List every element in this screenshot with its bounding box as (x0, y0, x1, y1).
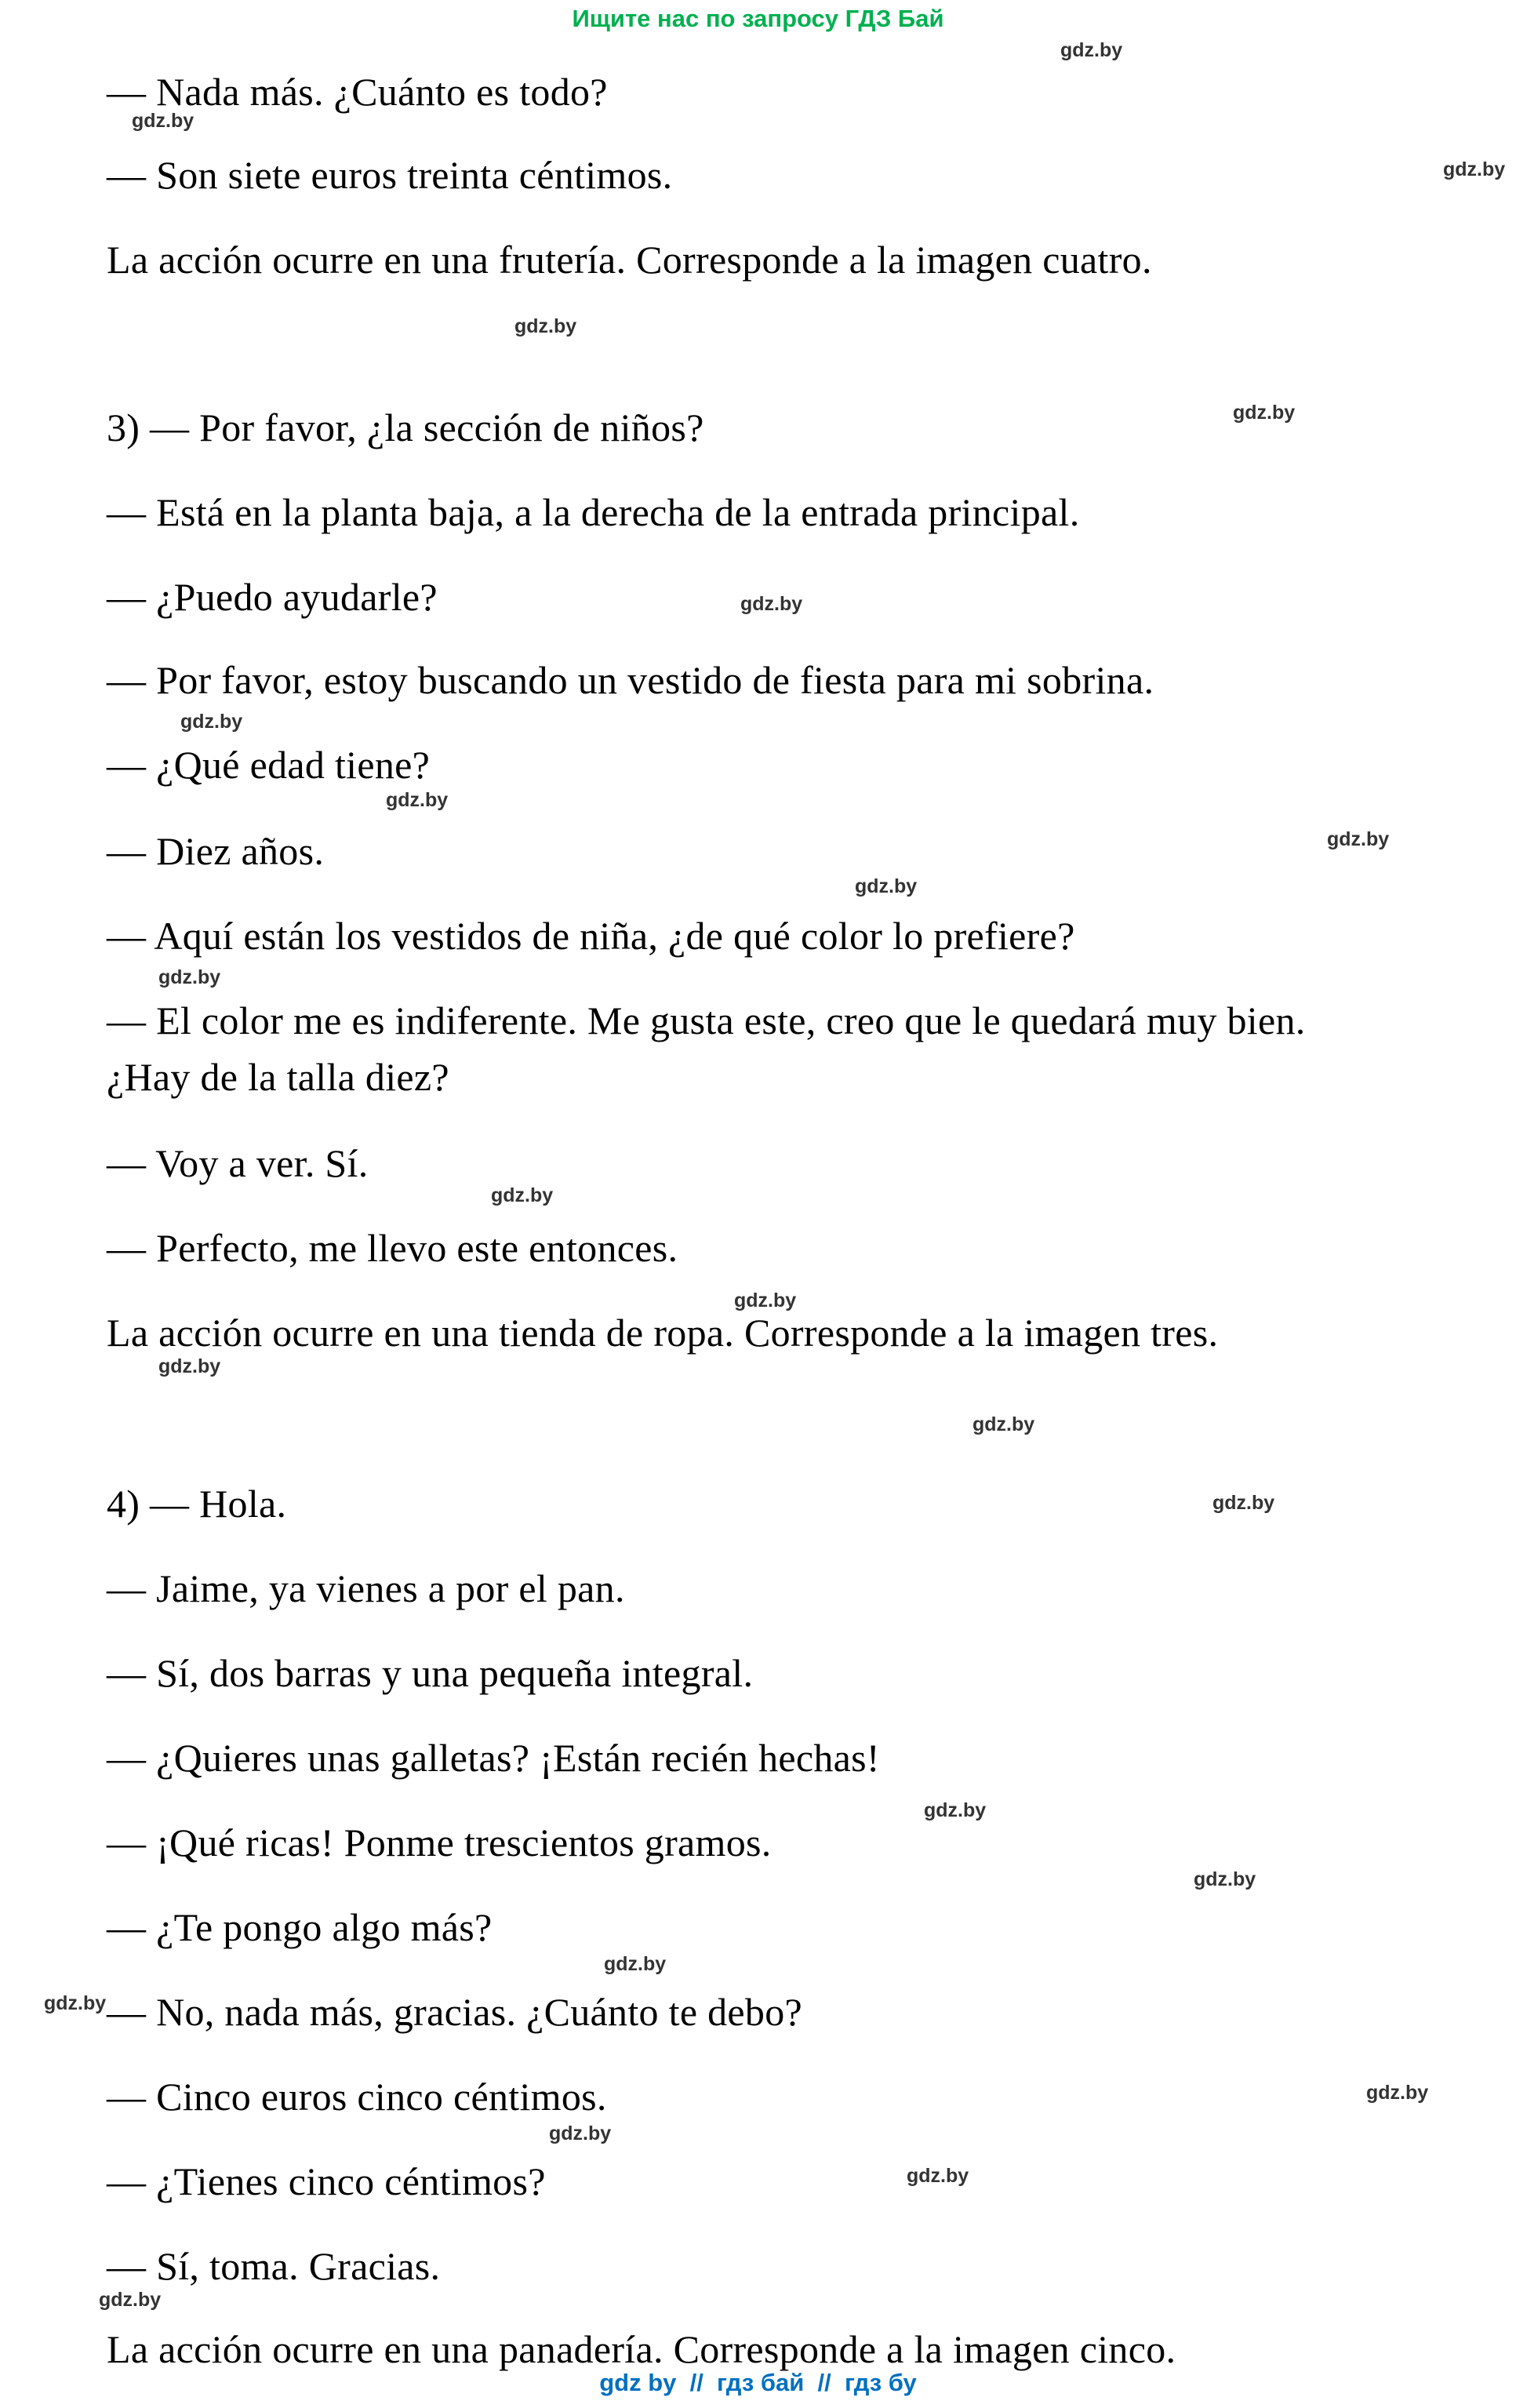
dialogue-line: — Jaime, ya vienes a por el pan. (107, 1566, 625, 1610)
dialogue-line: — ¿Qué edad tiene? (107, 743, 431, 787)
gdzby-watermark: gdz.by (907, 2165, 969, 2187)
dialogue-line: — ¿Te pongo algo más? (107, 1905, 493, 1949)
dialogue-line: La acción ocurre en una panadería. Corresponde a la imagen cinco. (107, 2327, 1176, 2371)
gdzby-watermark: gdz.by (158, 966, 221, 988)
dialogue-line: La acción ocurre en una tienda de ropa. Corresponde a la imagen tres. (107, 1311, 1219, 1355)
dialogue-line: — Sí, dos barras y una pequeña integral. (107, 1651, 754, 1695)
dialogue-line: 4) — Hola. (107, 1482, 287, 1526)
gdzby-watermark: gdz.by (1366, 2082, 1429, 2104)
gdzby-watermark: gdz.by (386, 789, 449, 811)
gdzby-watermark: gdz.by (99, 2289, 162, 2311)
gdzby-watermark: gdz.by (734, 1289, 797, 1311)
dialogue-line: 3) — Por favor, ¿la sección de niños? (107, 406, 704, 449)
dialogue-line: — Por favor, estoy buscando un vestido de fiesta para mi sobrina. (107, 658, 1154, 702)
gdzby-watermark: gdz.by (1233, 402, 1296, 424)
gdzby-watermark: gdz.by (1212, 1492, 1275, 1514)
gdzby-watermark: gdz.by (491, 1184, 554, 1206)
dialogue-line: — ¿Quieres unas galletas? ¡Están recién hechas! (107, 1736, 880, 1780)
footer-brand-text: gdz by // гдз бай // гдз бу (599, 2369, 917, 2396)
dialogue-line: — Voy a ver. Sí. (107, 1141, 369, 1185)
gdzby-watermark: gdz.by (180, 711, 243, 733)
gdzby-watermark: gdz.by (855, 875, 918, 897)
dialogue-line: — Diez años. (107, 829, 325, 873)
dialogue-line: — ¡Qué ricas! Ponme trescientos gramos. (107, 1821, 772, 1864)
dialogue-line: — Aquí están los vestidos de niña, ¿de qué color lo prefiere? (107, 914, 1075, 958)
dialogue-line: — Sí, toma. Gracias. (107, 2244, 441, 2288)
dialogue-line: — El color me es indiferente. Me gusta este, creo que le quedará muy bien. (107, 998, 1306, 1042)
dialogue-line: — ¿Puedo ayudarle? (107, 575, 438, 619)
gdzby-watermark: gdz.by (44, 1992, 107, 2014)
gdzby-watermark: gdz.by (1443, 158, 1506, 180)
header-promo-text: Ищите нас по запросу ГДЗ Бай (572, 5, 944, 32)
dialogue-line: ¿Hay de la talla diez? (107, 1055, 449, 1099)
gdzby-watermark: gdz.by (604, 1953, 667, 1975)
gdzby-watermark: gdz.by (1194, 1868, 1256, 1890)
gdzby-watermark: gdz.by (514, 315, 577, 337)
gdzby-watermark: gdz.by (1060, 39, 1123, 61)
gdzby-watermark: gdz.by (158, 1355, 221, 1377)
dialogue-line: — Nada más. ¿Cuánto es todo? (107, 70, 608, 114)
gdzby-watermark: gdz.by (549, 2122, 612, 2144)
dialogue-line: — Está en la planta baja, a la derecha de la entrada principal. (107, 490, 1080, 534)
dialogue-line: La acción ocurre en una frutería. Corresponde a la imagen cuatro. (107, 238, 1152, 282)
gdzby-watermark: gdz.by (1327, 828, 1390, 850)
dialogue-line: — No, nada más, gracias. ¿Cuánto te debo? (107, 1990, 803, 2034)
gdzby-watermark: gdz.by (972, 1413, 1035, 1435)
dialogue-line: — ¿Tienes cinco céntimos? (107, 2159, 546, 2203)
gdzby-watermark: gdz.by (740, 593, 803, 615)
dialogue-line: — Perfecto, me llevo este entonces. (107, 1226, 678, 1270)
gdzby-watermark: gdz.by (132, 110, 194, 132)
gdzby-watermark: gdz.by (924, 1799, 987, 1821)
dialogue-line: — Cinco euros cinco céntimos. (107, 2075, 607, 2119)
dialogue-line: — Son siete euros treinta céntimos. (107, 153, 673, 197)
